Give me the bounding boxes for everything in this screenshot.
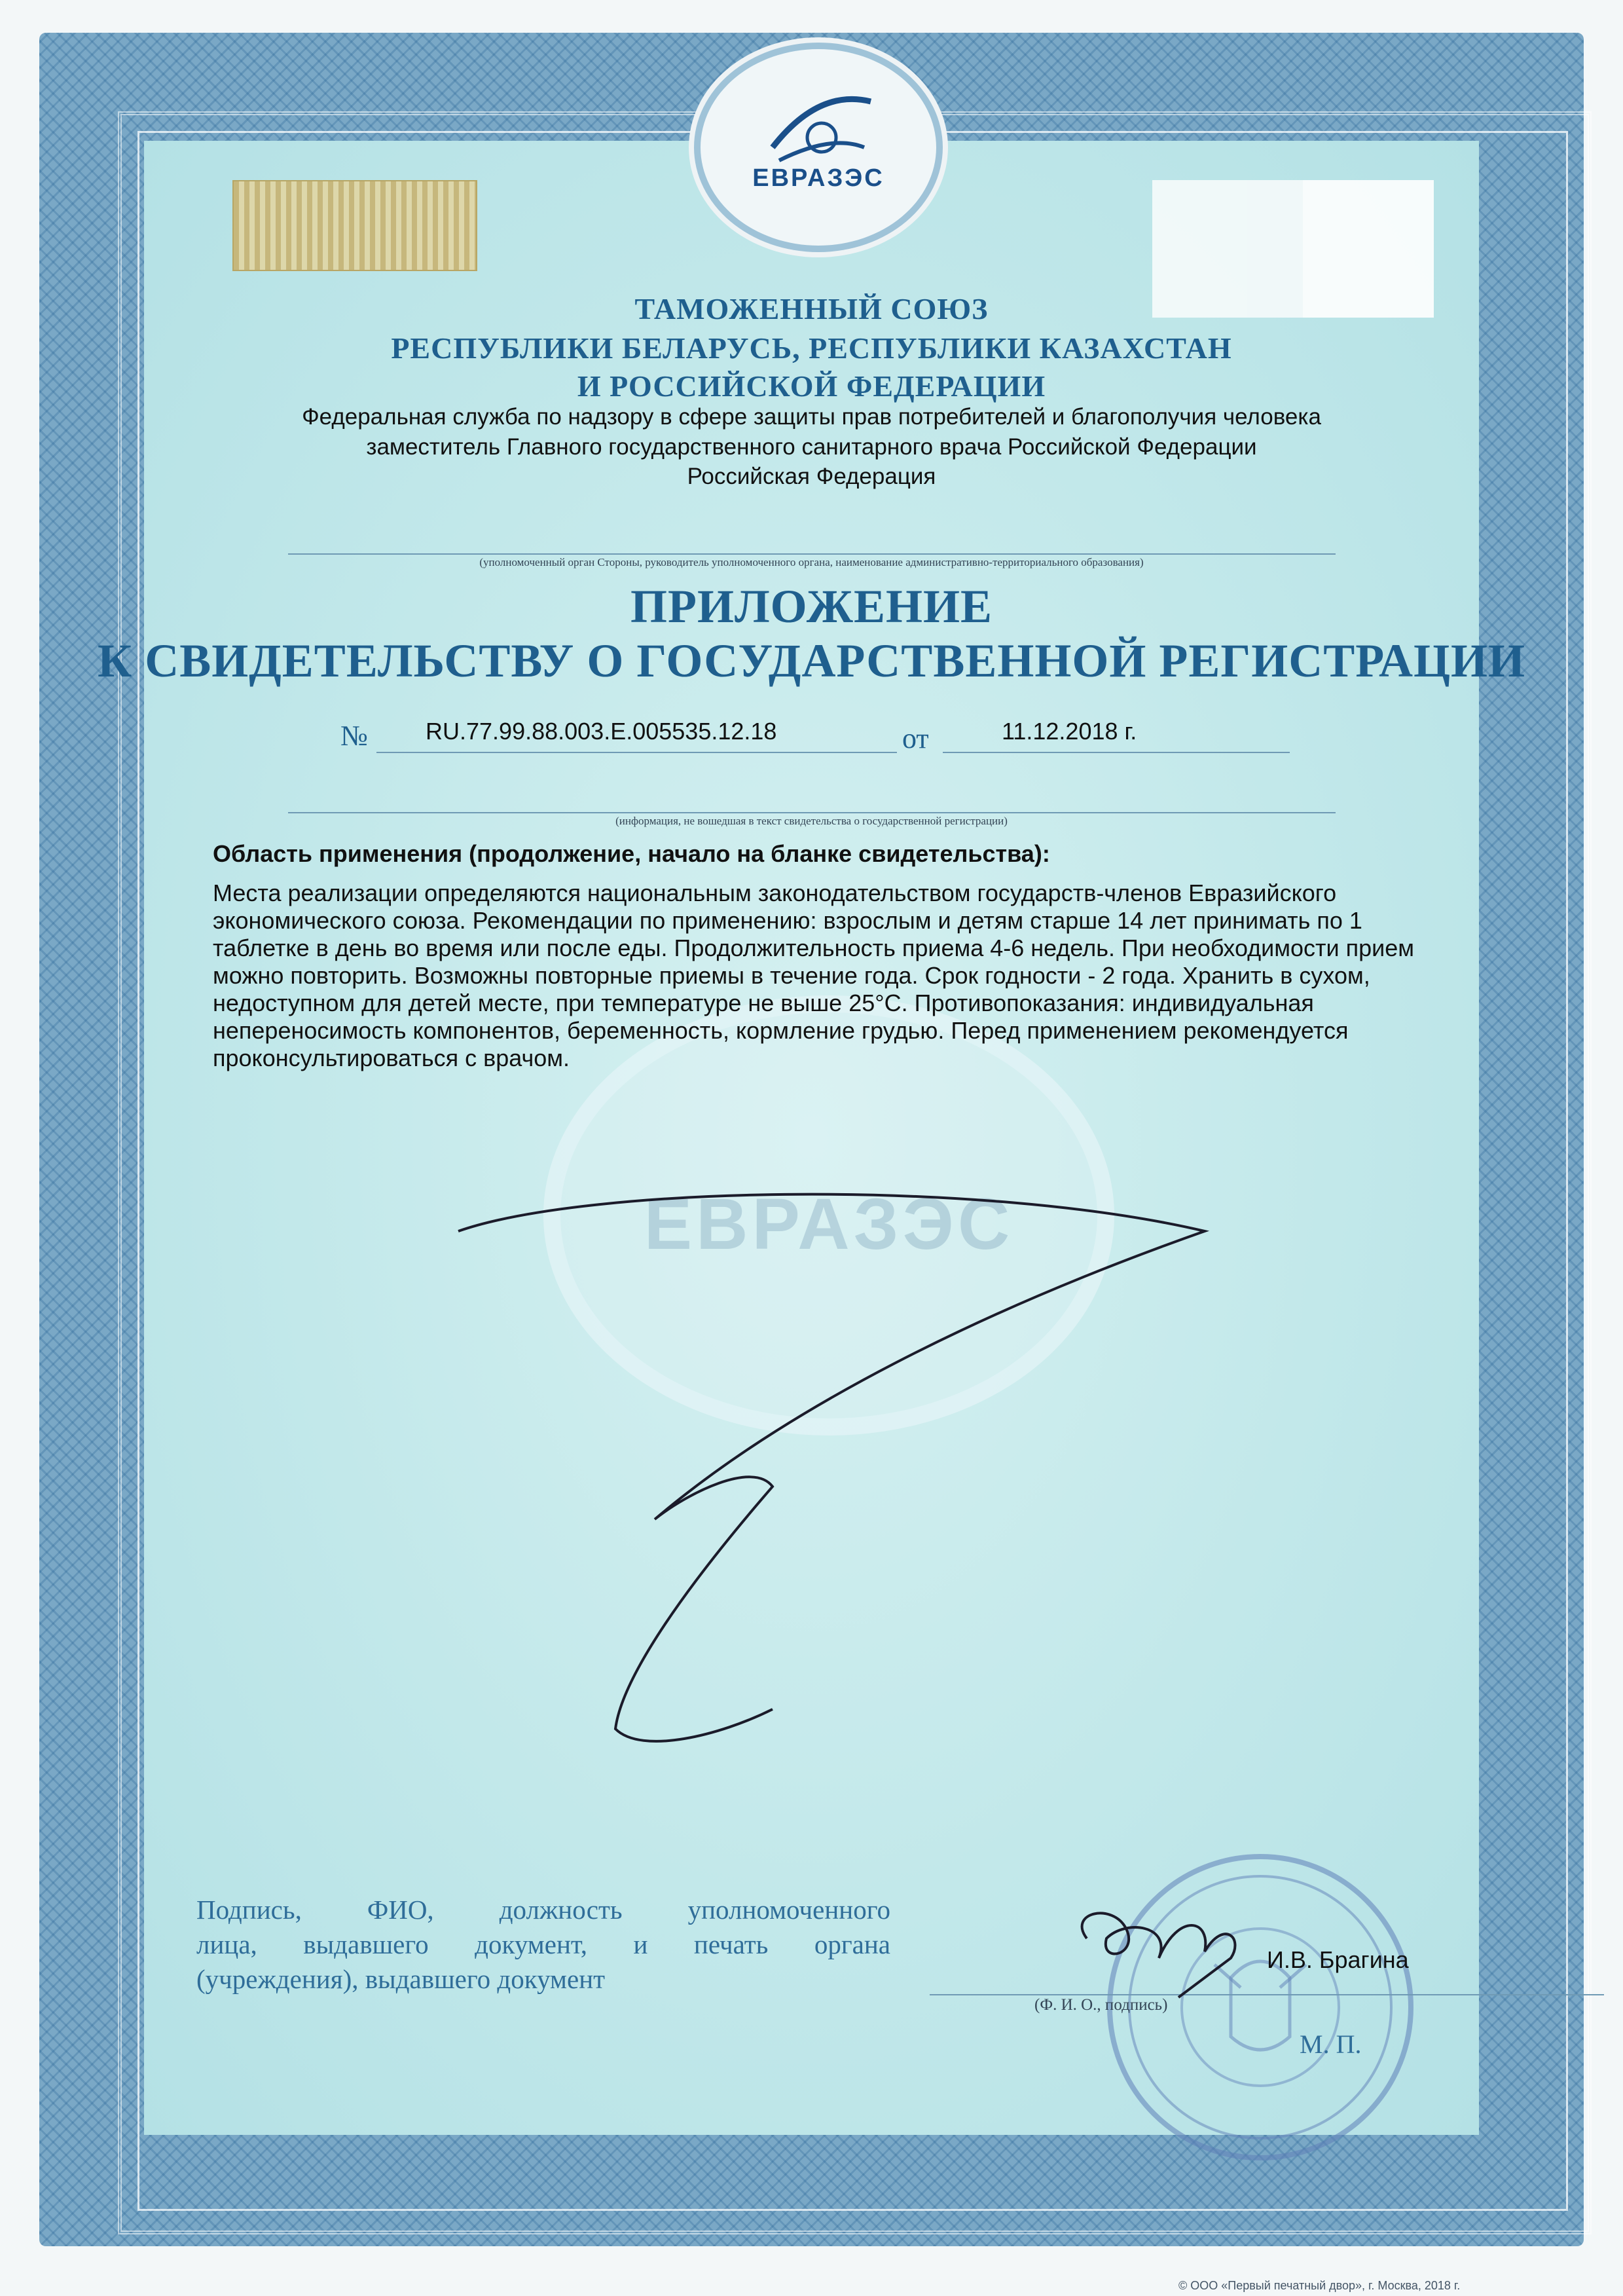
signature-instructions (196, 1893, 890, 1997)
printer-copyright: © ООО «Первый печатный двор», г. Москва, 2018 г. (1178, 2279, 1461, 2292)
emblem-label: ЕВРАЗЭС (752, 164, 884, 192)
header-line-3: И РОССИЙСКОЙ ФЕДЕРАЦИИ (577, 369, 1046, 403)
authority-caption: (уполномоченный орган Стороны, руководитель уполномоченного органа, наименование административно-территориального образования) (479, 556, 1144, 568)
number-underline (376, 752, 897, 753)
signature-instructions-line-1: Подпись, ФИО, должность уполномоченного (196, 1895, 890, 1925)
registration-row (0, 714, 1623, 753)
seal-place-label: М. П. (1300, 2029, 1362, 2059)
hologram-sticker (232, 180, 477, 271)
registration-number: RU.77.99.88.003.E.005535.12.18 (426, 718, 777, 745)
globe-icon (701, 49, 936, 246)
authority-line-2: заместитель Главного государственного санитарного врача Российской Федерации (366, 434, 1257, 460)
info-underline (288, 812, 1336, 813)
registration-date: 11.12.2018 г. (1002, 718, 1137, 745)
signature-underline (930, 1994, 1604, 1995)
scope-text: Места реализации определяются национальным законодательством государств-членов Евразийского экономического союза. Рекомендации по применению: взрослым и детям старше 14 лет принимать по 1 таблетке в день во время или после еды. Продолжительность приема 4-6 недель. При необходимости прием можно повторить. Возможны повторные приемы в течение года. Срок годности - 2 года. Хранить в сухом, недоступном для детей месте, при температуре не выше 25°С. Противопоказания: индивидуальная непереносимость компонентов, беременность, кормление грудью. Перед применением рекомендуется проконсультироваться с врачом. (213, 880, 1415, 1071)
signature-caption: (Ф. И. О., подпись) (1034, 1996, 1168, 2014)
eurasec-emblem (694, 43, 943, 252)
title-line-2: К СВИДЕТЕЛЬСТВУ О ГОСУДАРСТВЕННОЙ РЕГИСТРАЦИИ (98, 635, 1525, 687)
signature-instructions-line-2: лица, выдавшего документ, и печать органа (196, 1929, 890, 1959)
authority-line-3: Российская Федерация (687, 464, 936, 489)
header-line-2: РЕСПУБЛИКИ БЕЛАРУСЬ, РЕСПУБЛИКИ КАЗАХСТАН (391, 331, 1232, 365)
scope-heading: Область применения (продолжение, начало на бланке свидетельства): (213, 840, 1050, 867)
number-label: № (340, 720, 368, 752)
info-caption: (информация, не вошедшая в текст свидетельства о государственной регистрации) (615, 815, 1008, 827)
date-underline (943, 752, 1290, 753)
title-line-1: ПРИЛОЖЕНИЕ (630, 580, 993, 633)
authority-line-1: Федеральная служба по надзору в сфере защиты прав потребителей и благополучия человека (302, 404, 1321, 430)
header-line-1: ТАМОЖЕННЫЙ СОЮЗ (634, 292, 989, 325)
watermark-text: ЕВРАЗЭС (644, 1184, 1014, 1265)
date-label: от (902, 722, 929, 754)
authority-underline (288, 553, 1336, 555)
signature-instructions-line-3: (учреждения), выдавшего документ (196, 1964, 606, 1994)
signer-name: И.В. Брагина (1267, 1946, 1409, 1973)
